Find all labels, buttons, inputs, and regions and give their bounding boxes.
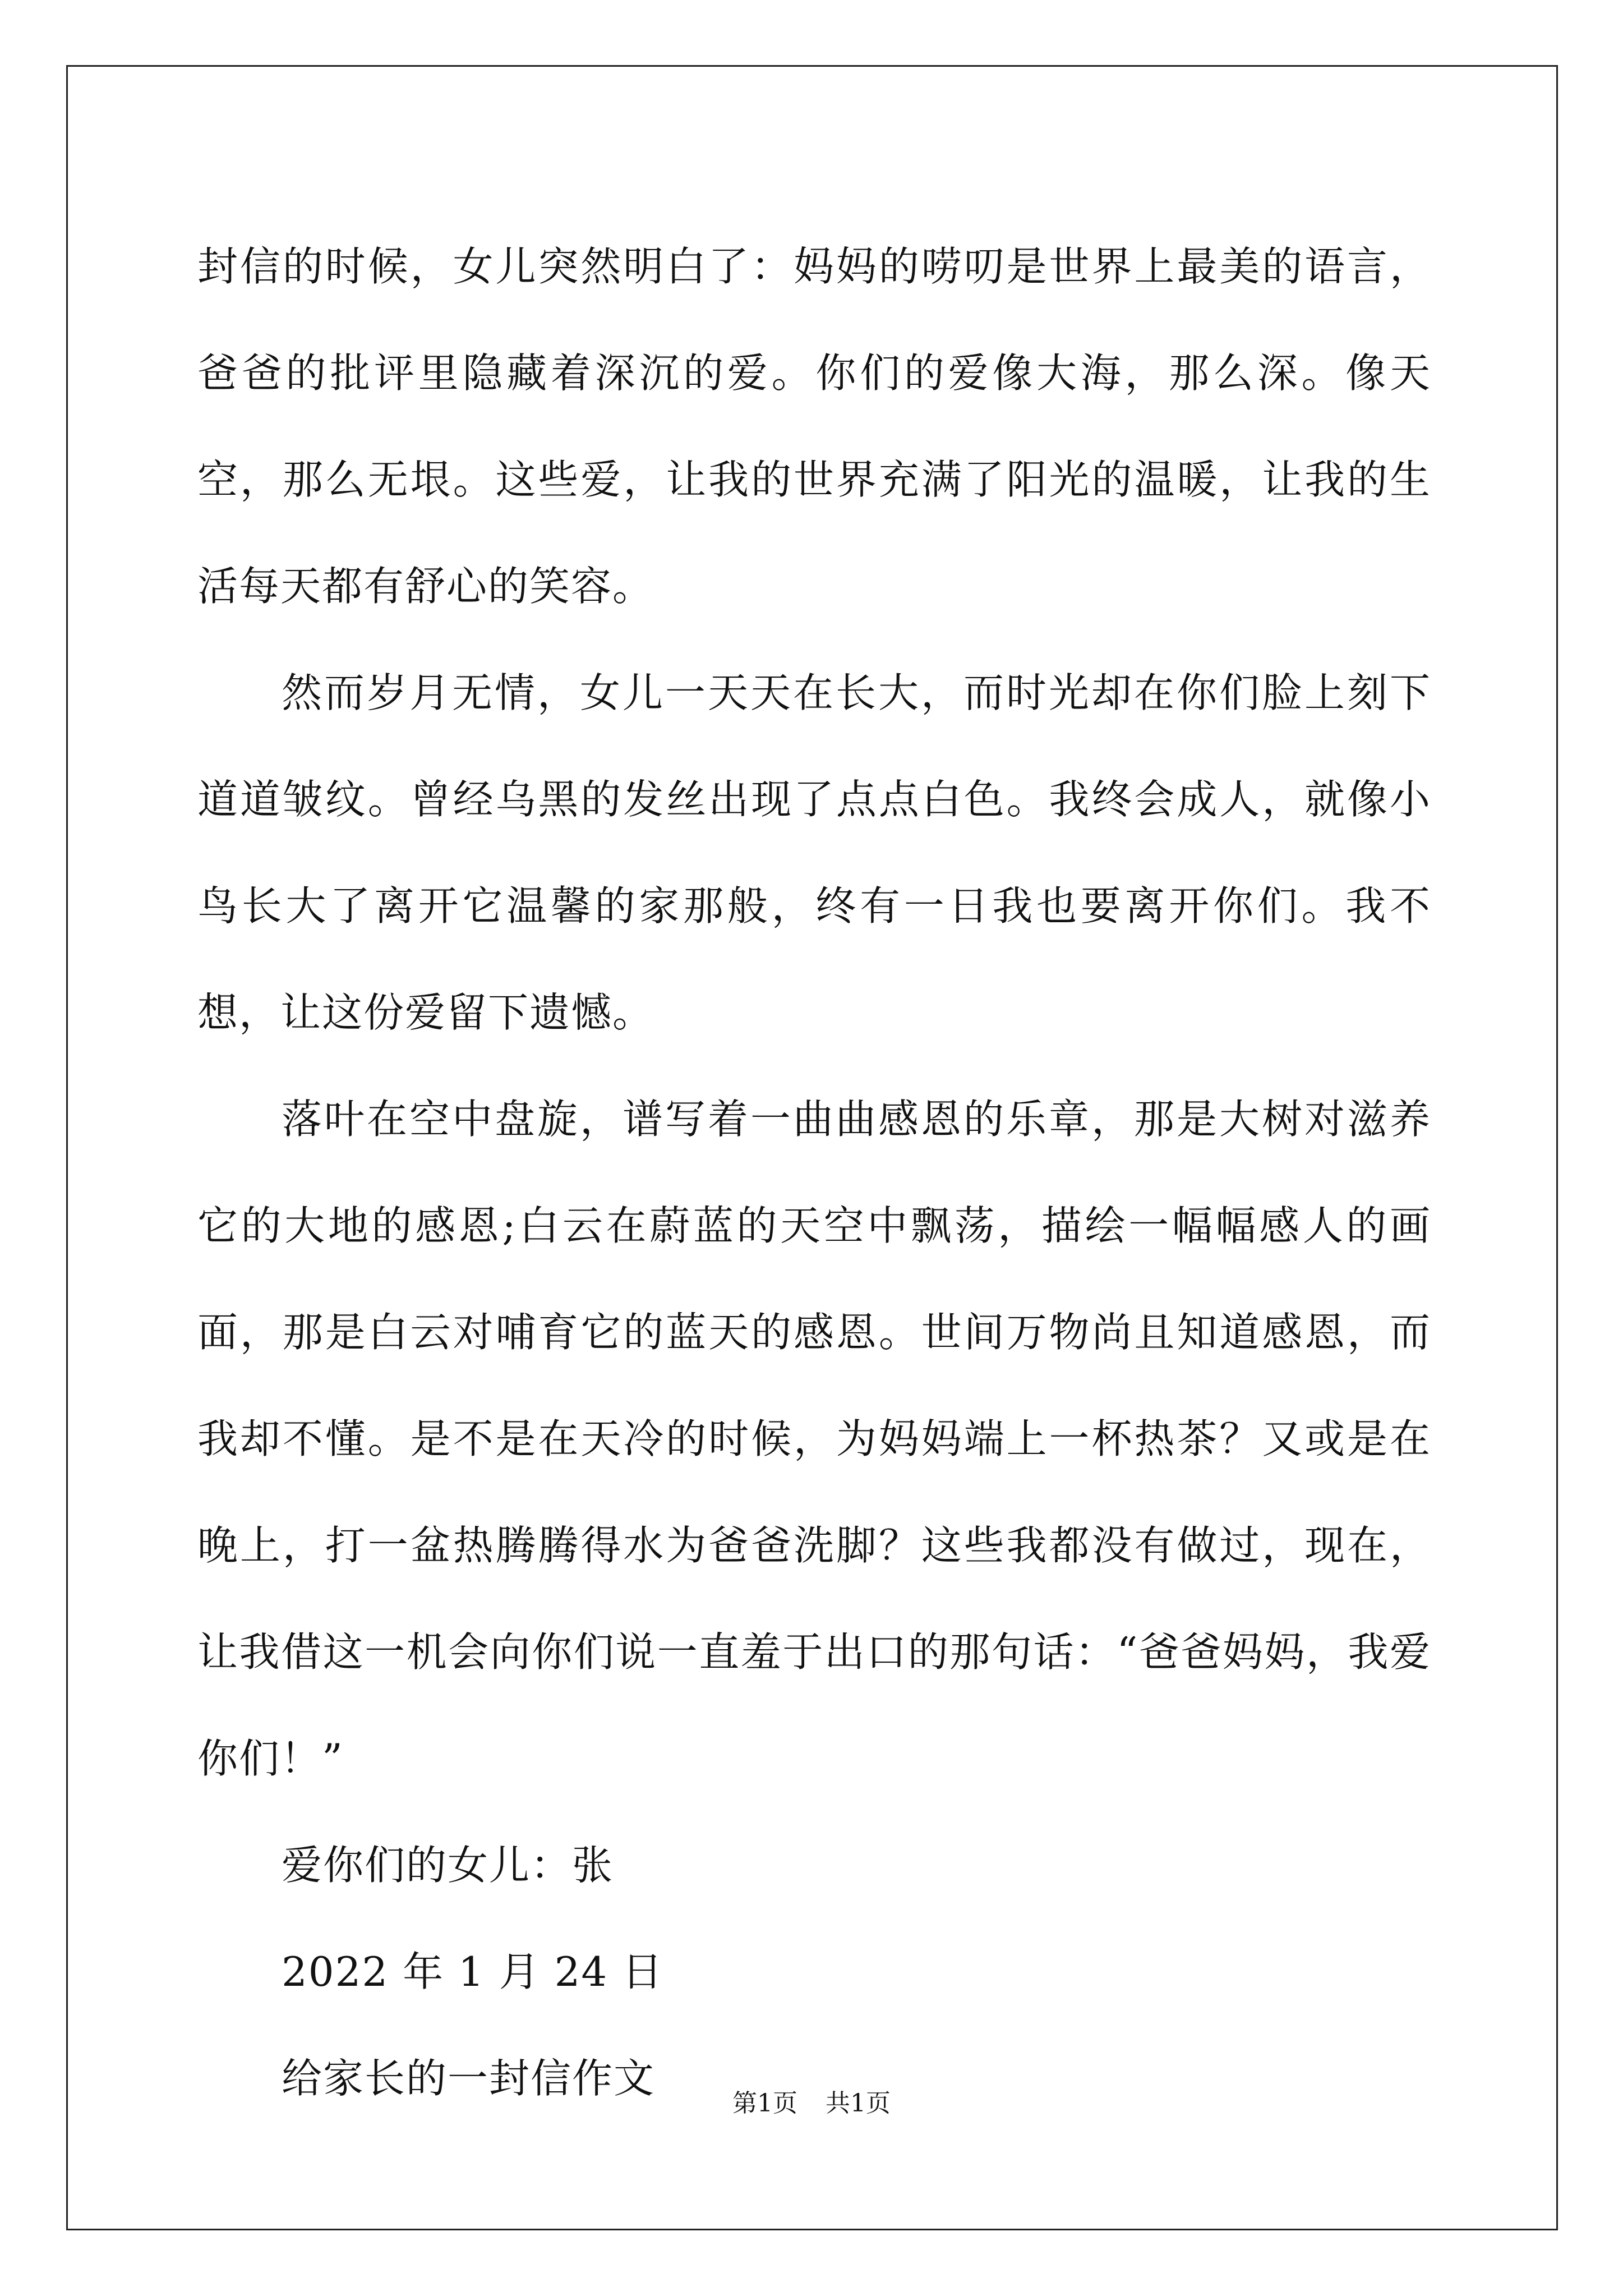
paragraph-1: 封信的时候，女儿突然明白了：妈妈的唠叨是世界上最美的语言，爸爸的批评里隐藏着深沉的爱。你们的爱像大海，那么深。像天空，那么无垠。这些爱，让我的世界充满了阳光的温暖，让我的生活每天都有舒心的笑容。 <box>197 243 1431 610</box>
document-body <box>197 213 1431 2132</box>
page-number-total: 共1页 <box>826 2089 891 2118</box>
paragraph-2: 然而岁月无情，女儿一天天在长大，而时光却在你们脸上刻下道道皱纹。曾经乌黑的发丝出现了点点白色。我终会成人，就像小鸟长大了离开它温馨的家那般，终有一日我也要离开你们。我不想，让这份爱留下遗憾。 <box>197 669 1431 1036</box>
next-title: 给家长的一封信作文 <box>282 2055 656 2102</box>
signature: 爱你们的女儿：张 <box>282 1842 614 1889</box>
letter-date: 2022 年 1 月 24 日 <box>282 1948 664 1995</box>
paragraph-3: 落叶在空中盘旋，谱写着一曲曲感恩的乐章，那是大树对滋养它的大地的感恩;白云在蔚蓝的天空中飘荡，描绘一幅幅感人的画面，那是白云对哺育它的蓝天的感恩。世间万物尚且知道感恩，而我却不懂。是不是在天冷的时候，为妈妈端上一杯热茶？又或是在晚上，打一盆热腾腾得水为爸爸洗脚？这些我都没有做过，现在，让我借这一机会向你们说一直羞于出口的那句话：“爸爸妈妈，我爱你们！” <box>197 1096 1431 1782</box>
page-footer <box>0 2087 1623 2120</box>
page-number-current: 第1页 <box>732 2089 797 2118</box>
